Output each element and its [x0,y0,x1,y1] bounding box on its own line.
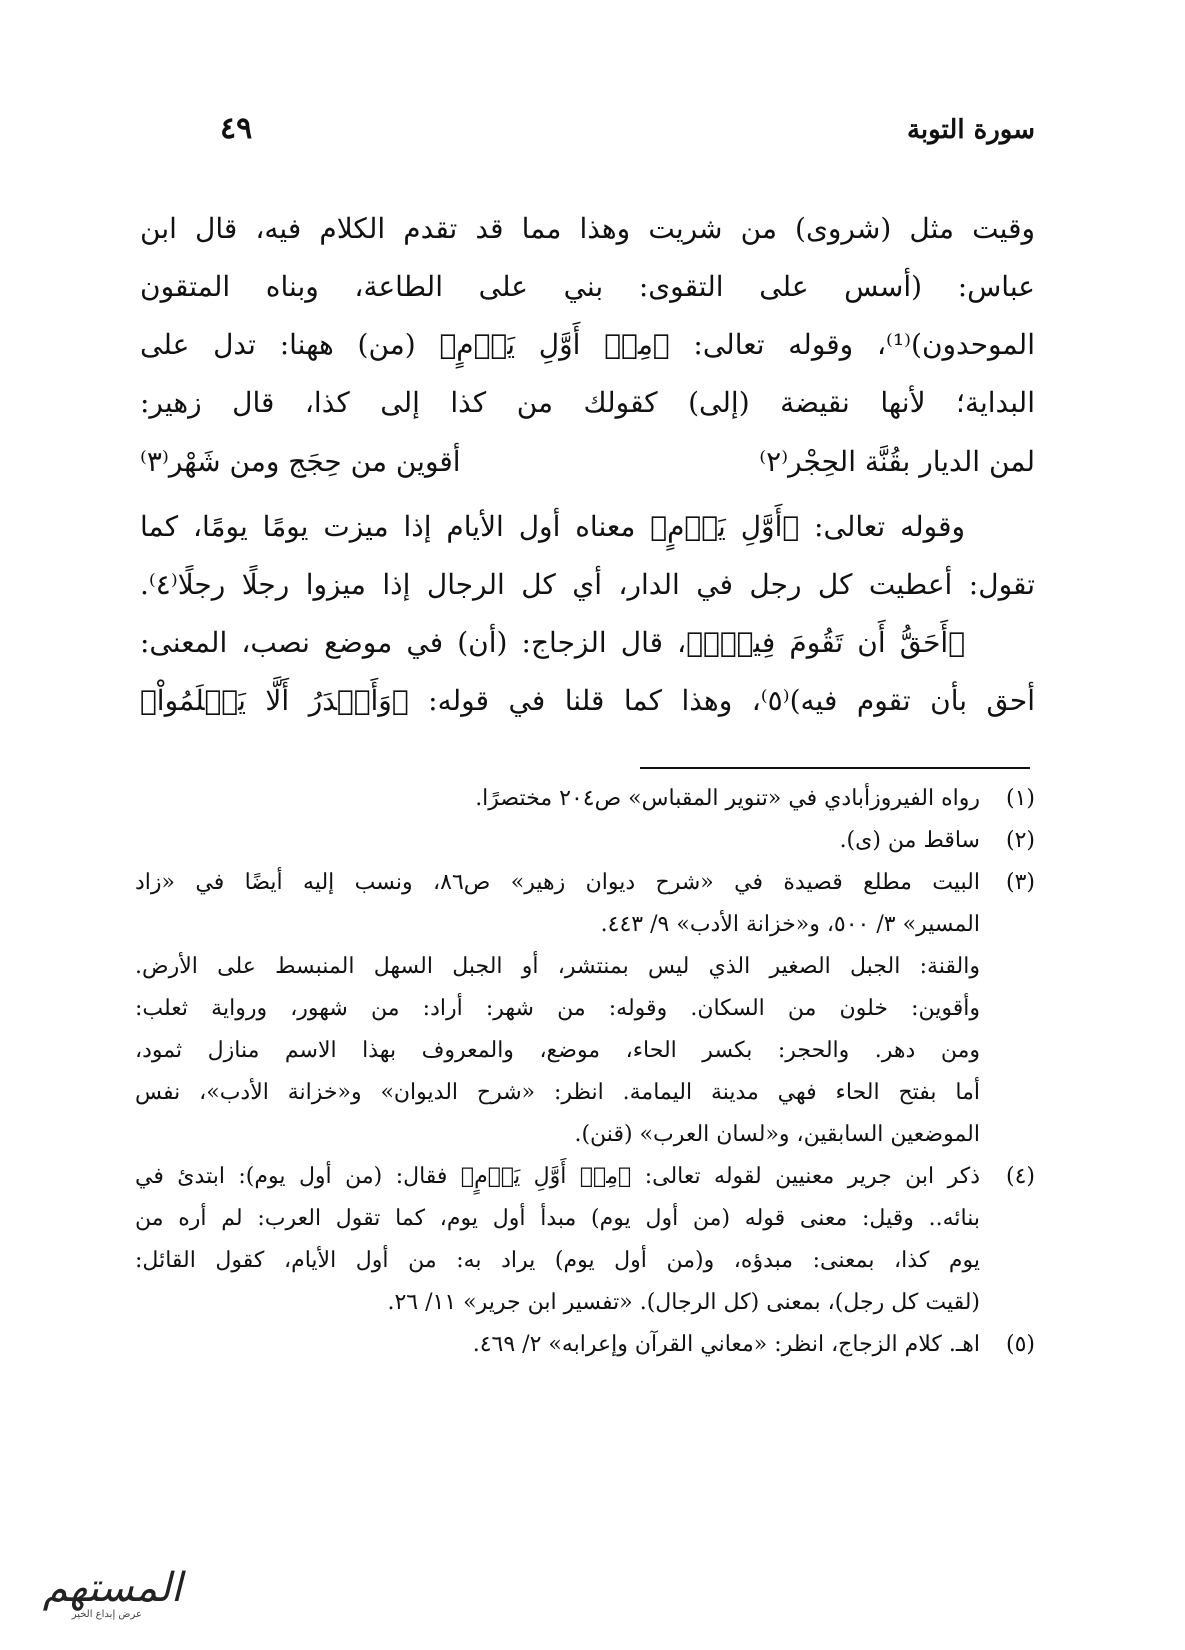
text-line: البداية؛ لأنها نقيضة (إلى) كقولك من كذا إلى كذا، قال زهير: [140,386,1035,419]
surah-title: سورة التوبة [906,115,1035,145]
text-line: تقول: أعطيت كل رجل في الدار، أي كل الرجال إذا ميزوا رجلًا رجلًا⁽٤⁾. [140,568,1035,601]
poetry-verse [140,432,1035,498]
text-line: عباس: (أسس على التقوى: بني على الطاعة، وبناه المتقون [140,270,1035,303]
footnote-line: ذكر ابن جرير معنيين لقوله تعالى: ﴿مِنۡ أَوَّلِ يَوۡمٍ﴾ فقال: (من أول يوم): ابتدئ في [135,1164,980,1189]
footnote-number: (٣) [1005,870,1035,895]
text-line: وقيت مثل (شروى) من شريت وهذا مما قد تقدم الكلام فيه، قال ابن [140,212,1035,245]
footnote-line: أما بفتح الحاء فهي مدينة اليمامة. انظر: «شرح الديوان» و«خزانة الأدب»، نفس [135,1080,980,1105]
page-header [150,111,1035,165]
footnote-number: (٥) [1005,1332,1035,1357]
footnote-number: (٢) [1005,828,1035,853]
publisher-logo [22,1565,182,1635]
footnote-line: بنائه.. وقيل: معنى قوله (من أول يوم) مبدأ أول يوم، كما تقول العرب: لم أره من [135,1206,980,1231]
footnotes [135,778,1035,1366]
footnote-5 [135,1324,1035,1366]
logo-text: المستهم [42,1565,182,1611]
footnote-line: المسير» ٣/ ٥٠٠، و«خزانة الأدب» ٩/ ٤٤٣. [600,912,980,937]
footnote-line: اهـ. كلام الزجاج، انظر: «معاني القرآن وإعرابه» ٢/ ٤٦٩. [472,1332,980,1357]
verse-second-hemistich: أقوين من حِجَج ومن شَهْر⁽٣⁾ [140,445,461,478]
text-line: وقوله تعالى: ﴿أَوَّلِ يَوۡمٍ﴾ معناه أول الأيام إذا ميزت يومًا يومًا، كما [140,510,965,543]
footnote-line: ومن دهر. والحجر: بكسر الحاء، موضع، والمعروف بهذا الاسم منازل ثمود، [135,1038,980,1063]
footnote-number: (٤) [1005,1164,1035,1189]
footnote-line: رواه الفيروزأبادي في «تنوير المقباس» ص٢٠٤ مختصرًا. [475,786,980,811]
footnote-4 [135,1156,1035,1324]
verse-first-hemistich: لمن الديار بقُنَّة الحِجْر⁽٢⁾ [759,445,1035,478]
footnote-number: (١) [1005,786,1035,811]
text-line: ﴿أَحَقُّ أَن تَقُومَ فِيهِۚ﴾، قال الزجاج: (أن) في موضع نصب، المعنى: [140,626,965,659]
footnote-2 [135,820,1035,862]
main-text [140,200,1035,730]
footnote-line: الموضعين السابقين، و«لسان العرب» (قنن). [574,1122,980,1147]
footnote-1 [135,778,1035,820]
footnote-line: وأقوين: خلون من السكان. وقوله: من شهر: أراد: من شهور، ورواية ثعلب: [135,996,980,1021]
footnote-separator [640,767,1030,769]
footnote-line: ساقط من (ى). [839,828,980,853]
page-number: ٤٩ [220,111,253,146]
footnote-line: يوم كذا، بمعنى: مبدؤه، و(من أول يوم) يراد به: من أول الأيام، كقول القائل: [135,1248,980,1273]
text-line: أحق بأن تقوم فيه)⁽٥⁾، وهذا كما قلنا في قوله: ﴿وَأَجۡدَرُ أَلَّا يَعۡلَمُواْ﴾ [140,684,1035,717]
footnote-3 [135,862,1035,1156]
footnote-line: (لقيت كل رجل)، بمعنى (كل الرجال). «تفسير ابن جرير» ١١/ ٢٦. [387,1290,980,1315]
footnote-line: البيت مطلع قصيدة في «شرح ديوان زهير» ص٨٦، ونسب إليه أيضًا في «زاد [135,870,980,895]
logo-subtext: عرض إبداع الخير [71,1609,142,1620]
footnote-line: والقنة: الجبل الصغير الذي ليس بمنتشر، أو الجبل السهل المنبسط على الأرض. [135,954,980,979]
text-line: الموحدون)⁽¹⁾، وقوله تعالى: ﴿مِنۡ أَوَّلِ يَوۡمٍ﴾ (من) ههنا: تدل على [140,328,1035,361]
